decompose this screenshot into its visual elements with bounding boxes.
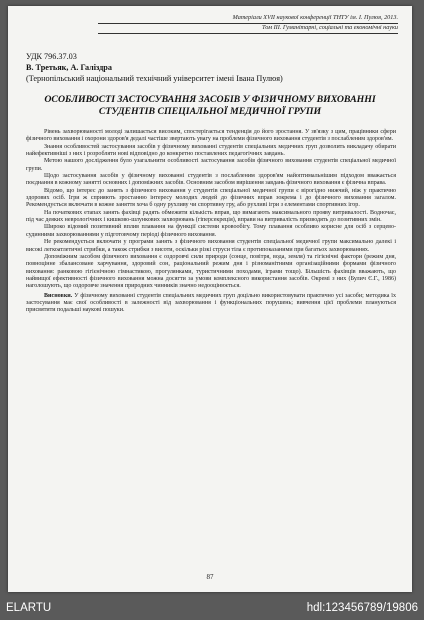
repository-footer [0, 598, 424, 620]
conclusion-label: Висновки. [44, 292, 73, 299]
handle-id[interactable]: hdl:123456789/19806 [306, 602, 418, 614]
paragraph: Допоміжним засобом фізичного виховання є оздоровчі сили природи (сонце, повітря, вода, земля) та гігієнічні фактори (режим дня, повноцінне збалансоване харчування, здоровий сон, раціональний режим дня і різноманітними організаційними формами фізичного виховання: ранковою гігієнічною гімнастикою, прогулянками, туристичними походами, іграми тощо). Більшість фахівців вважають, що найвищої ефективності фізичного виховання можна досягти за умови комплексного використання засобів. Окремі з них (Булич Є.Г., 1986) наголошують, що оздоровче значення природних чинників значно недооцінюється. [26, 253, 396, 290]
repository-name: ELARTU [6, 602, 52, 614]
header-line-2: Том III. Гуманітарні, соціальні та економічні науки [262, 24, 398, 31]
conclusion-text: У фізичному вихованні студентів спеціальних медичних груп доцільно використовувати практично усі засоби; методика їх застосування має свої особливості в залежності від захворювання і функціональних порушень; вивчення цієї проблеми плануються присвятити подальші наукові пошуки. [26, 292, 397, 314]
udc-code: УДК 796.37.03 [26, 52, 77, 61]
paragraph: Метою нашого дослідження було узагальнити особливості застосування засобів фізичного виховання студентів спеціальної медичної групи. [26, 158, 396, 172]
authors: В. Третьяк, А. Галіздра [26, 63, 112, 72]
running-header [98, 14, 398, 34]
paragraph: Щодо застосування засобів у фізичному вихованні студентів з послабленим здоров'ям найоптимальнішим підходом вважається поєднання в кожному занятті основних і допоміжних засобів. Основним засобом вирішення завдань фізичного виховання є фізична вправа. [26, 173, 396, 187]
page-number: 87 [206, 573, 214, 581]
paragraph: Знання особливостей застосування засобів у фізичному вихованні студентів спеціальних медичних груп дозволить викладачу обирати найефективніші з них і розробляти нові відповідно до конкретно поставлених педагогічних завдань. [26, 143, 396, 158]
header-rule-bottom [98, 33, 398, 34]
paper-title: ОСОБЛИВОСТІ ЗАСТОСУВАННЯ ЗАСОБІВ У ФІЗИЧНОМУ ВИХОВАННІ СТУДЕНТІВ СПЕЦІАЛЬНОЇ МЕДИЧНОЇ ГРУПИ [44, 94, 376, 117]
header-line-1: Матеріали XVII наукової конференції ТНТУ ім. І. Пулюя, 2013. [232, 14, 398, 21]
document-page [8, 6, 412, 592]
paragraph: Відомо, що інтерес до занять з фізичного виховання у студентів спеціальної медичної групи є вірогідно нижчий, ніж у практично здорових осіб. Ігри ж сприяють зростанню інтересу молодих людей до фізичних вправ зокрема і до фізичного виховання загалом. Рекомендується включати в кожне заняття хоча б одну рухливу чи спортивну гру, або рухливі ігри з елементами спортивних ігор. [26, 187, 396, 209]
conclusion-paragraph [26, 293, 396, 315]
paragraph: Рівень захворюваності молоді залишається високим, спостерігається тенденція до його зростання. У зв'язку з цим, працівники сфери фізичного виховання і охорони здоров'я дедалі частіше звертають увагу на проблеми фізичного виховання студентів з послабленим здоров'ям. [26, 129, 396, 143]
paper-body [26, 129, 396, 315]
affiliation: (Тернопільський національний технічний університет імені Івана Пулюя) [26, 74, 283, 83]
paragraph: Широко відомий позитивний вплив плавання на функції системи кровообігу. Тому плавання особливо корисне для осіб з серцево-судинними захворюваннями у підготовчому періоді фізичного виховання. [26, 224, 396, 238]
paragraph: На початкових етапах занять фахівці радять обмежити кількість вправ, що вимагають максимального прояву витривалості. Водночас, під час деяких неврологічних і кишково-шлункових захворювань (гіперсекреція), вправи на витривалість призводять до позитивних змін. [26, 209, 396, 224]
paragraph: Не рекомендується включати у програми занять з фізичного виховання студентів спеціальної медичної групи максимально далекі і високі легкоатлетичні стрибки, а також стрибки з висоти, оскільки різкі струси тіла є протипоказаними при багатьох захворюваннях. [26, 239, 396, 253]
